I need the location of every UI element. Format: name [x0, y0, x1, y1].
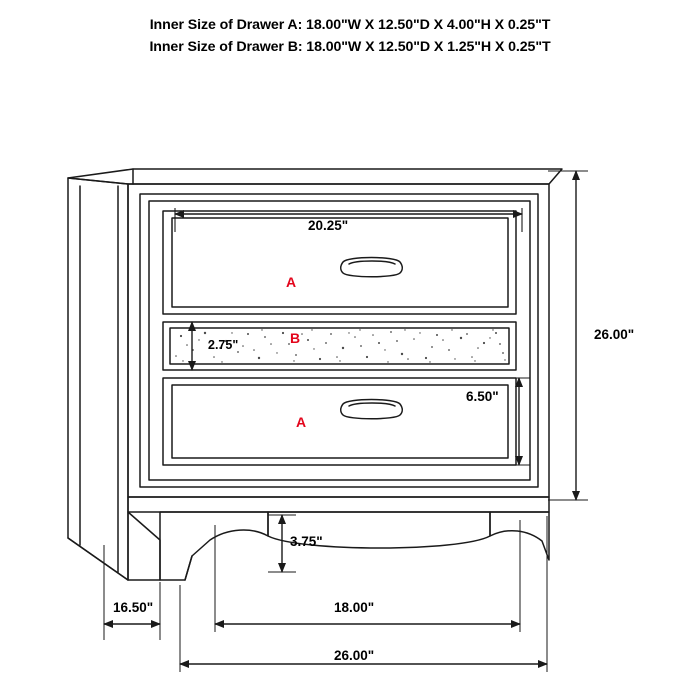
case-front-frame-inner [149, 201, 530, 480]
case-top [68, 169, 562, 184]
case-left-side [68, 178, 128, 580]
label-lower-drawer-height: 6.50" [466, 389, 499, 404]
header-line-drawer-b: Inner Size of Drawer B: 18.00"W X 12.50"D X 1.25"H X 0.25"T [149, 39, 551, 55]
header-line-drawer-a: Inner Size of Drawer A: 18.00"W X 12.50"D X 4.00"H X 0.25"T [149, 17, 551, 33]
label-front-width: 18.00" [334, 600, 375, 615]
drawer-a-upper-handle-detail [349, 261, 395, 264]
label-top-width: 20.25" [308, 218, 349, 233]
label-total-width: 26.00" [334, 648, 375, 663]
drawer-a-lower-handle-detail [349, 403, 395, 406]
case-bottom-rail [128, 497, 549, 512]
label-leg-height: 3.75" [290, 534, 323, 549]
label-side-depth: 16.50" [113, 600, 154, 615]
drawer-a-lower-face [163, 378, 516, 465]
label-drawer-a-lower: A [296, 414, 307, 430]
foot-left-edge [185, 556, 192, 580]
label-drawer-b-height: 2.75" [208, 338, 239, 352]
label-drawer-b: B [290, 330, 301, 346]
label-drawer-a-upper: A [286, 274, 297, 290]
case-left-bottom-edge [68, 538, 128, 580]
apron-left [160, 512, 268, 580]
label-total-height: 26.00" [594, 327, 635, 342]
case-front-frame [140, 194, 538, 487]
case-left-foot [128, 512, 160, 580]
drawer-a-lower-inset [172, 385, 508, 458]
